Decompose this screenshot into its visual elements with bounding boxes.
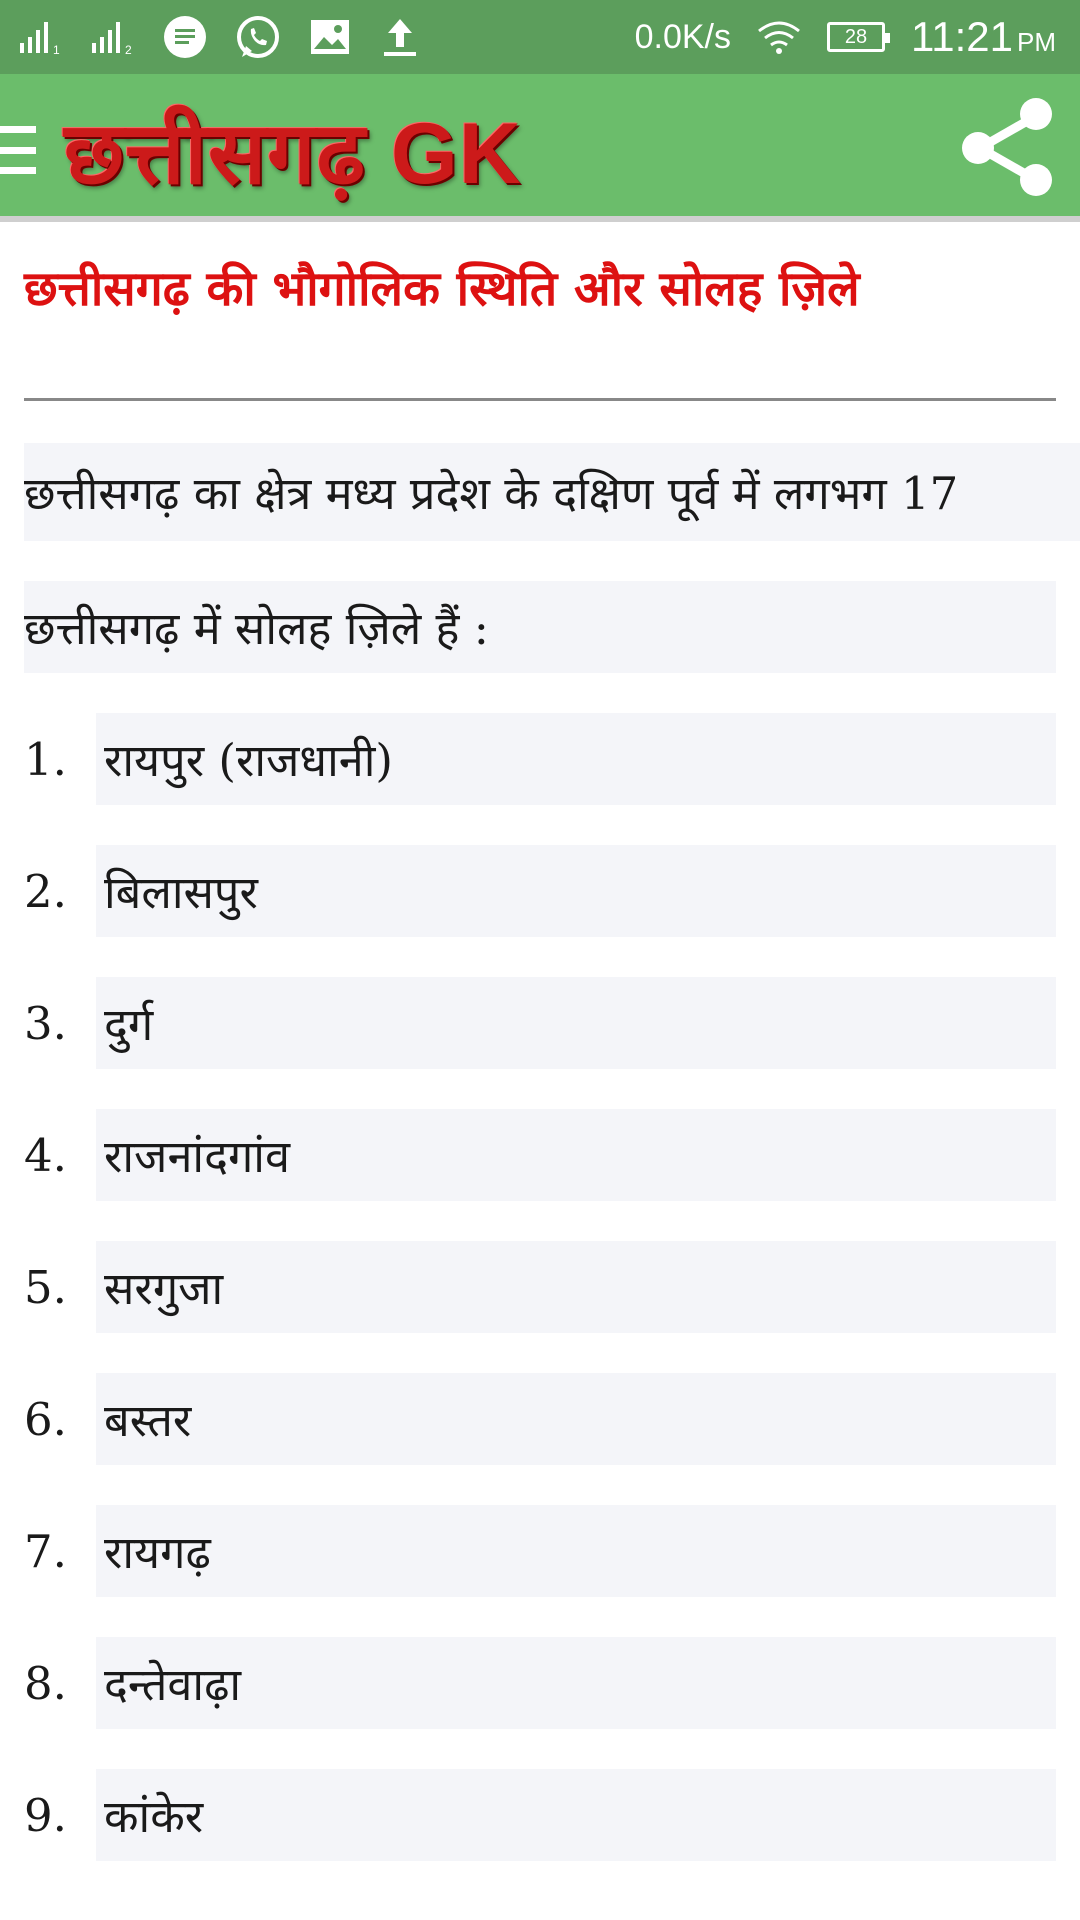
gallery-icon — [308, 17, 352, 57]
list-item-text: बस्तर — [96, 1373, 1056, 1465]
list-item-text: सरगुजा — [96, 1241, 1056, 1333]
message-icon — [162, 14, 208, 60]
battery-icon — [827, 22, 885, 52]
list-item — [0, 1505, 1080, 1597]
list-item — [0, 713, 1080, 805]
list-item-number: 1. — [24, 732, 67, 786]
whatsapp-icon — [234, 13, 282, 61]
list-item-text: रायपुर (राजधानी) — [96, 713, 1056, 805]
list-item-number: 3. — [24, 996, 67, 1050]
list-item-number: 4. — [24, 1128, 67, 1182]
battery-level: 28 — [844, 25, 868, 48]
signal-icon — [90, 17, 136, 57]
clock-ampm: PM — [1017, 27, 1056, 57]
divider — [24, 398, 1056, 401]
app-title: छत्तीसगढ़ GK — [64, 106, 522, 202]
list-item — [0, 1637, 1080, 1729]
list-item-number: 2. — [24, 864, 67, 918]
list-item-text: दुर्ग — [96, 977, 1056, 1069]
sim2-label: 2 — [125, 43, 132, 57]
clock-time: 11:21 — [911, 13, 1013, 60]
list-item-number: 8. — [24, 1656, 67, 1710]
list-item — [0, 1769, 1080, 1861]
article-content — [0, 228, 1080, 1901]
signal-icon — [18, 17, 64, 57]
list-item-text: बिलासपुर — [96, 845, 1056, 937]
list-item — [0, 1109, 1080, 1201]
list-item — [0, 845, 1080, 937]
list-item-text: दन्तेवाढ़ा — [96, 1637, 1056, 1729]
districts-heading: छत्तीसगढ़ में सोलह ज़िले हैं : — [24, 581, 1056, 673]
article-title: छत्तीसगढ़ की भौगोलिक स्थिति और सोलह ज़िले — [24, 261, 860, 317]
menu-icon — [0, 126, 36, 133]
list-item-number: 9. — [24, 1788, 67, 1842]
district-list — [0, 713, 1080, 1861]
net-speed: 0.0K/s — [634, 17, 731, 56]
menu-button[interactable] — [0, 122, 44, 178]
clock — [911, 13, 1056, 61]
list-item — [0, 1241, 1080, 1333]
list-item-text: राजनांदगांव — [96, 1109, 1056, 1201]
list-item — [0, 1373, 1080, 1465]
list-item-number: 7. — [24, 1524, 67, 1578]
app-bar — [0, 74, 1080, 222]
list-item-number: 5. — [24, 1260, 67, 1314]
list-item-number: 6. — [24, 1392, 67, 1446]
share-icon — [962, 98, 1052, 196]
share-button[interactable] — [952, 94, 1060, 202]
intro-paragraph: छत्तीसगढ़ का क्षेत्र मध्य प्रदेश के दक्षिण पूर्व में लगभग 17 — [24, 443, 1080, 541]
list-item — [0, 977, 1080, 1069]
sim1-label: 1 — [53, 43, 60, 57]
status-bar — [0, 0, 1080, 74]
status-right-icons — [635, 13, 1056, 61]
wifi-icon — [757, 19, 801, 55]
status-left-icons — [18, 13, 422, 61]
list-item-text: कांकेर — [96, 1769, 1056, 1861]
upload-icon — [378, 15, 422, 59]
list-item-text: रायगढ़ — [96, 1505, 1056, 1597]
